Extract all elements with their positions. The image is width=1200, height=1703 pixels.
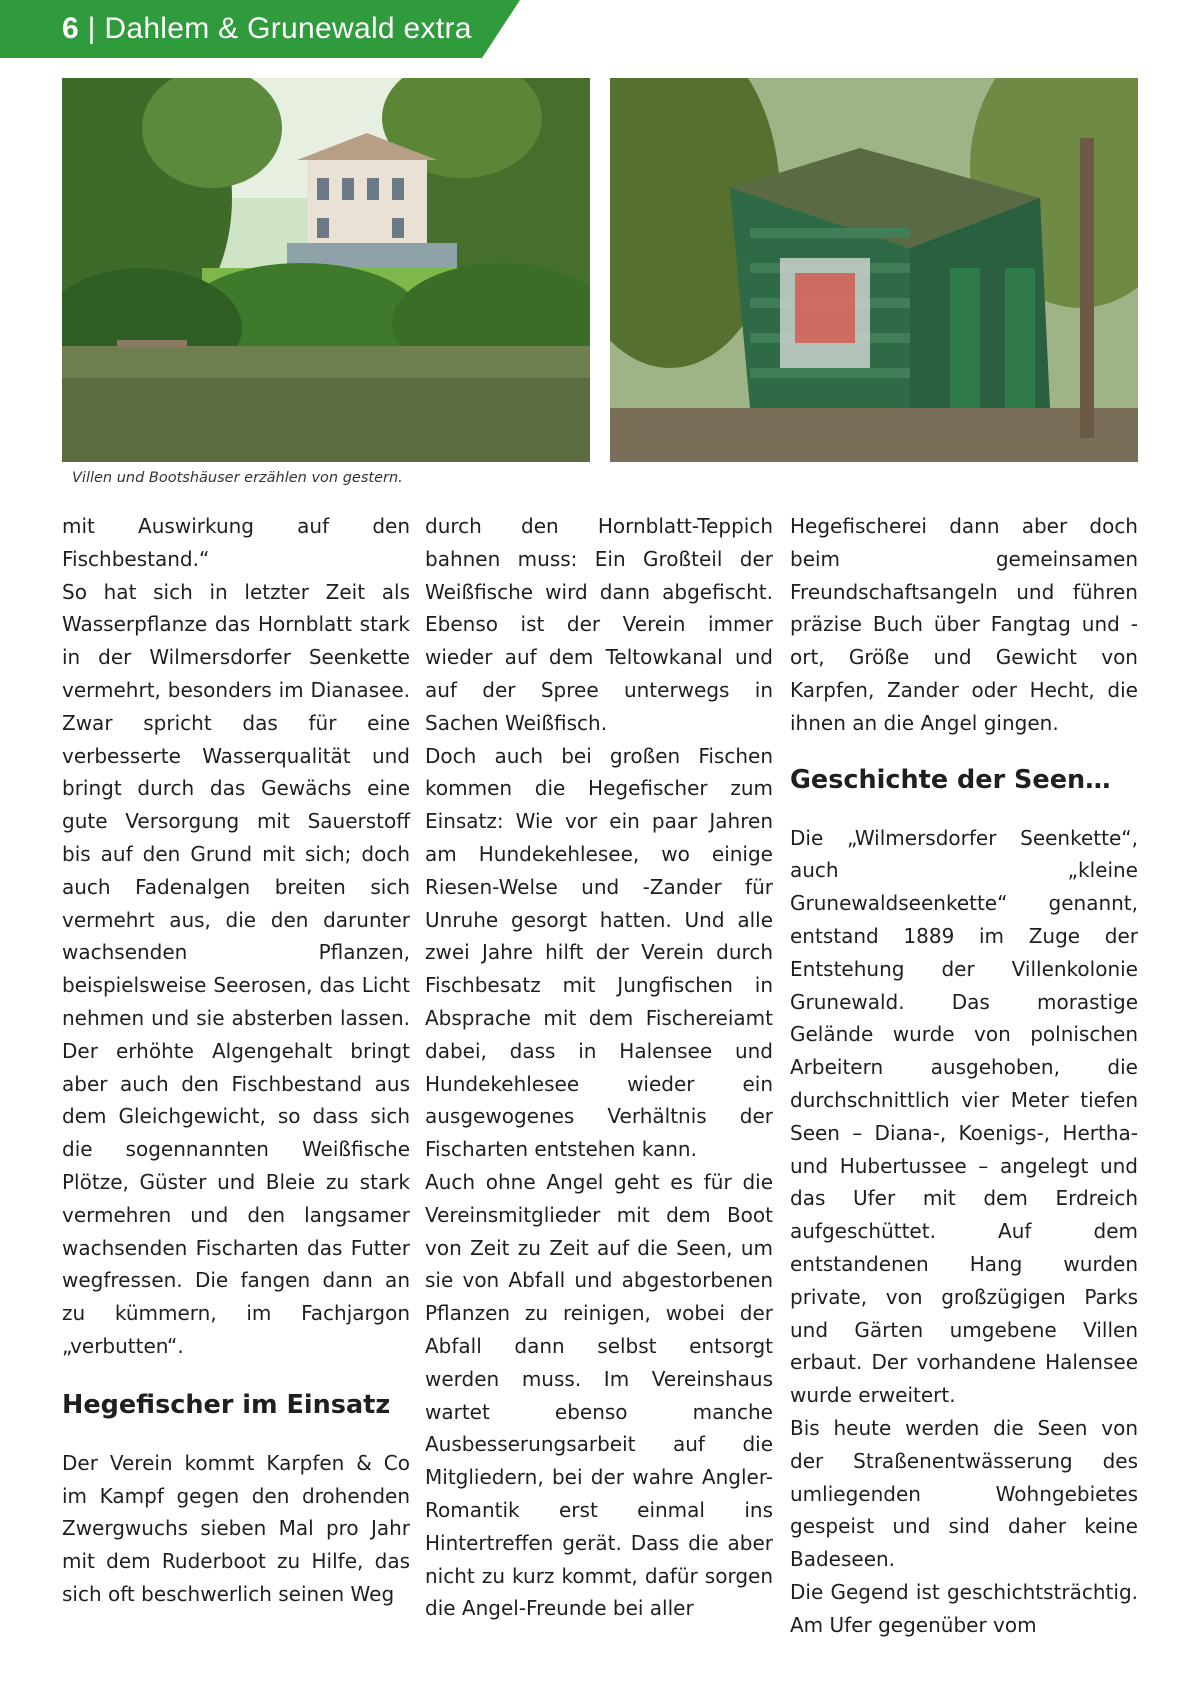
section-header	[62, 12, 472, 46]
boathouse-illustration	[610, 78, 1138, 462]
photo-caption: Villen und Bootshäuser erzählen von gestern.	[72, 470, 403, 486]
villa-lake-illustration	[62, 78, 590, 462]
text-column-3	[790, 510, 1138, 1642]
paragraph: durch den Hornblatt-Teppich bahnen muss: Ein Großteil der Weißfische wird dann abgefischt. Ebenso ist der Verein immer wieder auf dem Teltowkanal und auf der Spree unterwegs in Sachen Weißfisch.	[425, 514, 773, 735]
paragraph: Die Gegend ist geschichtsträchtig. Am Ufer gegenüber vom	[790, 1579, 1138, 1637]
paragraph: Bis heute werden die Seen von der Straßenentwässerung des umliegenden Wohngebietes gespeist und sind daher keine Badeseen.	[790, 1415, 1138, 1572]
villa-lake-photo	[62, 78, 590, 462]
paragraph: Auch ohne Angel geht es für die Vereinsmitglieder mit dem Boot von Zeit zu Zeit auf die Seen, um sie von Abfall und abgestorbenen Pflanzen zu reinigen, wobei der Abfall dann selbst entsorgt werden muss. Im Vereinshaus wartet ebenso manche Ausbesserungsarbeit auf die Mitgliedern, bei der wahre Angler-Romantik erst einmal ins Hintertreffen gerät. Dass die aber nicht zu kurz kommt, dafür sorgen die Angel-Freunde bei aller	[425, 1169, 773, 1621]
paragraph: So hat sich in letzter Zeit als Wasserpflanze das Hornblatt stark in der Wilmersdorfer Seenkette vermehrt, besonders im Dianasee. Zwar spricht das für eine verbesserte Wasserqualität und bringt durch das Gewächs eine gute Versorgung mit Sauerstoff bis auf den Grund mit sich; doch auch Fadenalgen breiten sich vermehrt aus, die den darunter wachsenden Pflanzen, beispielsweise Seerosen, das Licht nehmen und sie absterben lassen. Der erhöhte Algengehalt bringt aber auch den Fischbestand aus dem Gleichgewicht, so dass sich die sogennannten Weißfische Plötze, Güster und Bleie zu stark vermehren und den langsamer wachsenden Fischarten das Futter wegfressen. Die fangen dann an zu kümmern, im Fachjargon „verbutten“.	[62, 579, 410, 1358]
text-column-1	[62, 510, 410, 1611]
section-heading-geschichte: Geschichte der Seen…	[790, 764, 1111, 795]
boathouse-photo	[610, 78, 1138, 462]
paragraph: Doch auch bei großen Fischen kommen die Hegefischer zum Einsatz: Wie vor ein paar Jahren am Hundekehlesee, wo einige Riesen-Welse und -Zander für Unruhe gesorgt hatten. Und alle zwei Jahre hilft der Verein durch Fischbesatz mit Jungfischen in Absprache mit dem Fischereiamt dabei, dass in Halensee und Hundekehlesee wieder ein ausgewogenes Verhältnis der Fischarten entstehen kann.	[425, 743, 773, 1162]
section-heading-hegefischer: Hegefischer im Einsatz	[62, 1389, 391, 1420]
paragraph: Die „Wilmersdorfer Seenkette“, auch „kleine Grunewaldseenkette“ genannt, entstand 1889 im Zuge der Entstehung der Villenkolonie Grunewald. Das morastige Gelände wurde von polnischen Arbeitern ausgehoben, die durchschnittlich vier Meter tiefen Seen – Diana-, Koenigs-, Hertha- und Hubertussee – angelegt und das Ufer mit dem Erdreich aufgeschüttet. Auf dem entstandenen Hang wurden private, von großzügigen Parks und Gärten umgebene Villen erbaut. Der vorhandene Halensee wurde erweitert.	[790, 825, 1138, 1408]
paragraph: mit Auswirkung auf den Fischbestand.“	[62, 514, 410, 571]
section-title: Dahlem & Grunewald extra	[104, 12, 472, 45]
header-separator: |	[79, 12, 105, 45]
page-number: 6	[62, 12, 79, 45]
text-column-2	[425, 510, 773, 1625]
paragraph: Der Verein kommt Karpfen & Co im Kampf gegen den drohenden Zwergwuchs sieben Mal pro Jahr mit dem Ruderboot zu Hilfe, das sich oft beschwerlich seinen Weg	[62, 1450, 410, 1606]
paragraph: Hegefischerei dann aber doch beim gemeinsamen Freundschaftsangeln und führen präzise Buch über Fangtag und -ort, Größe und Gewicht von Karpfen, Zander oder Hecht, die ihnen an die Angel gingen.	[790, 514, 1138, 735]
